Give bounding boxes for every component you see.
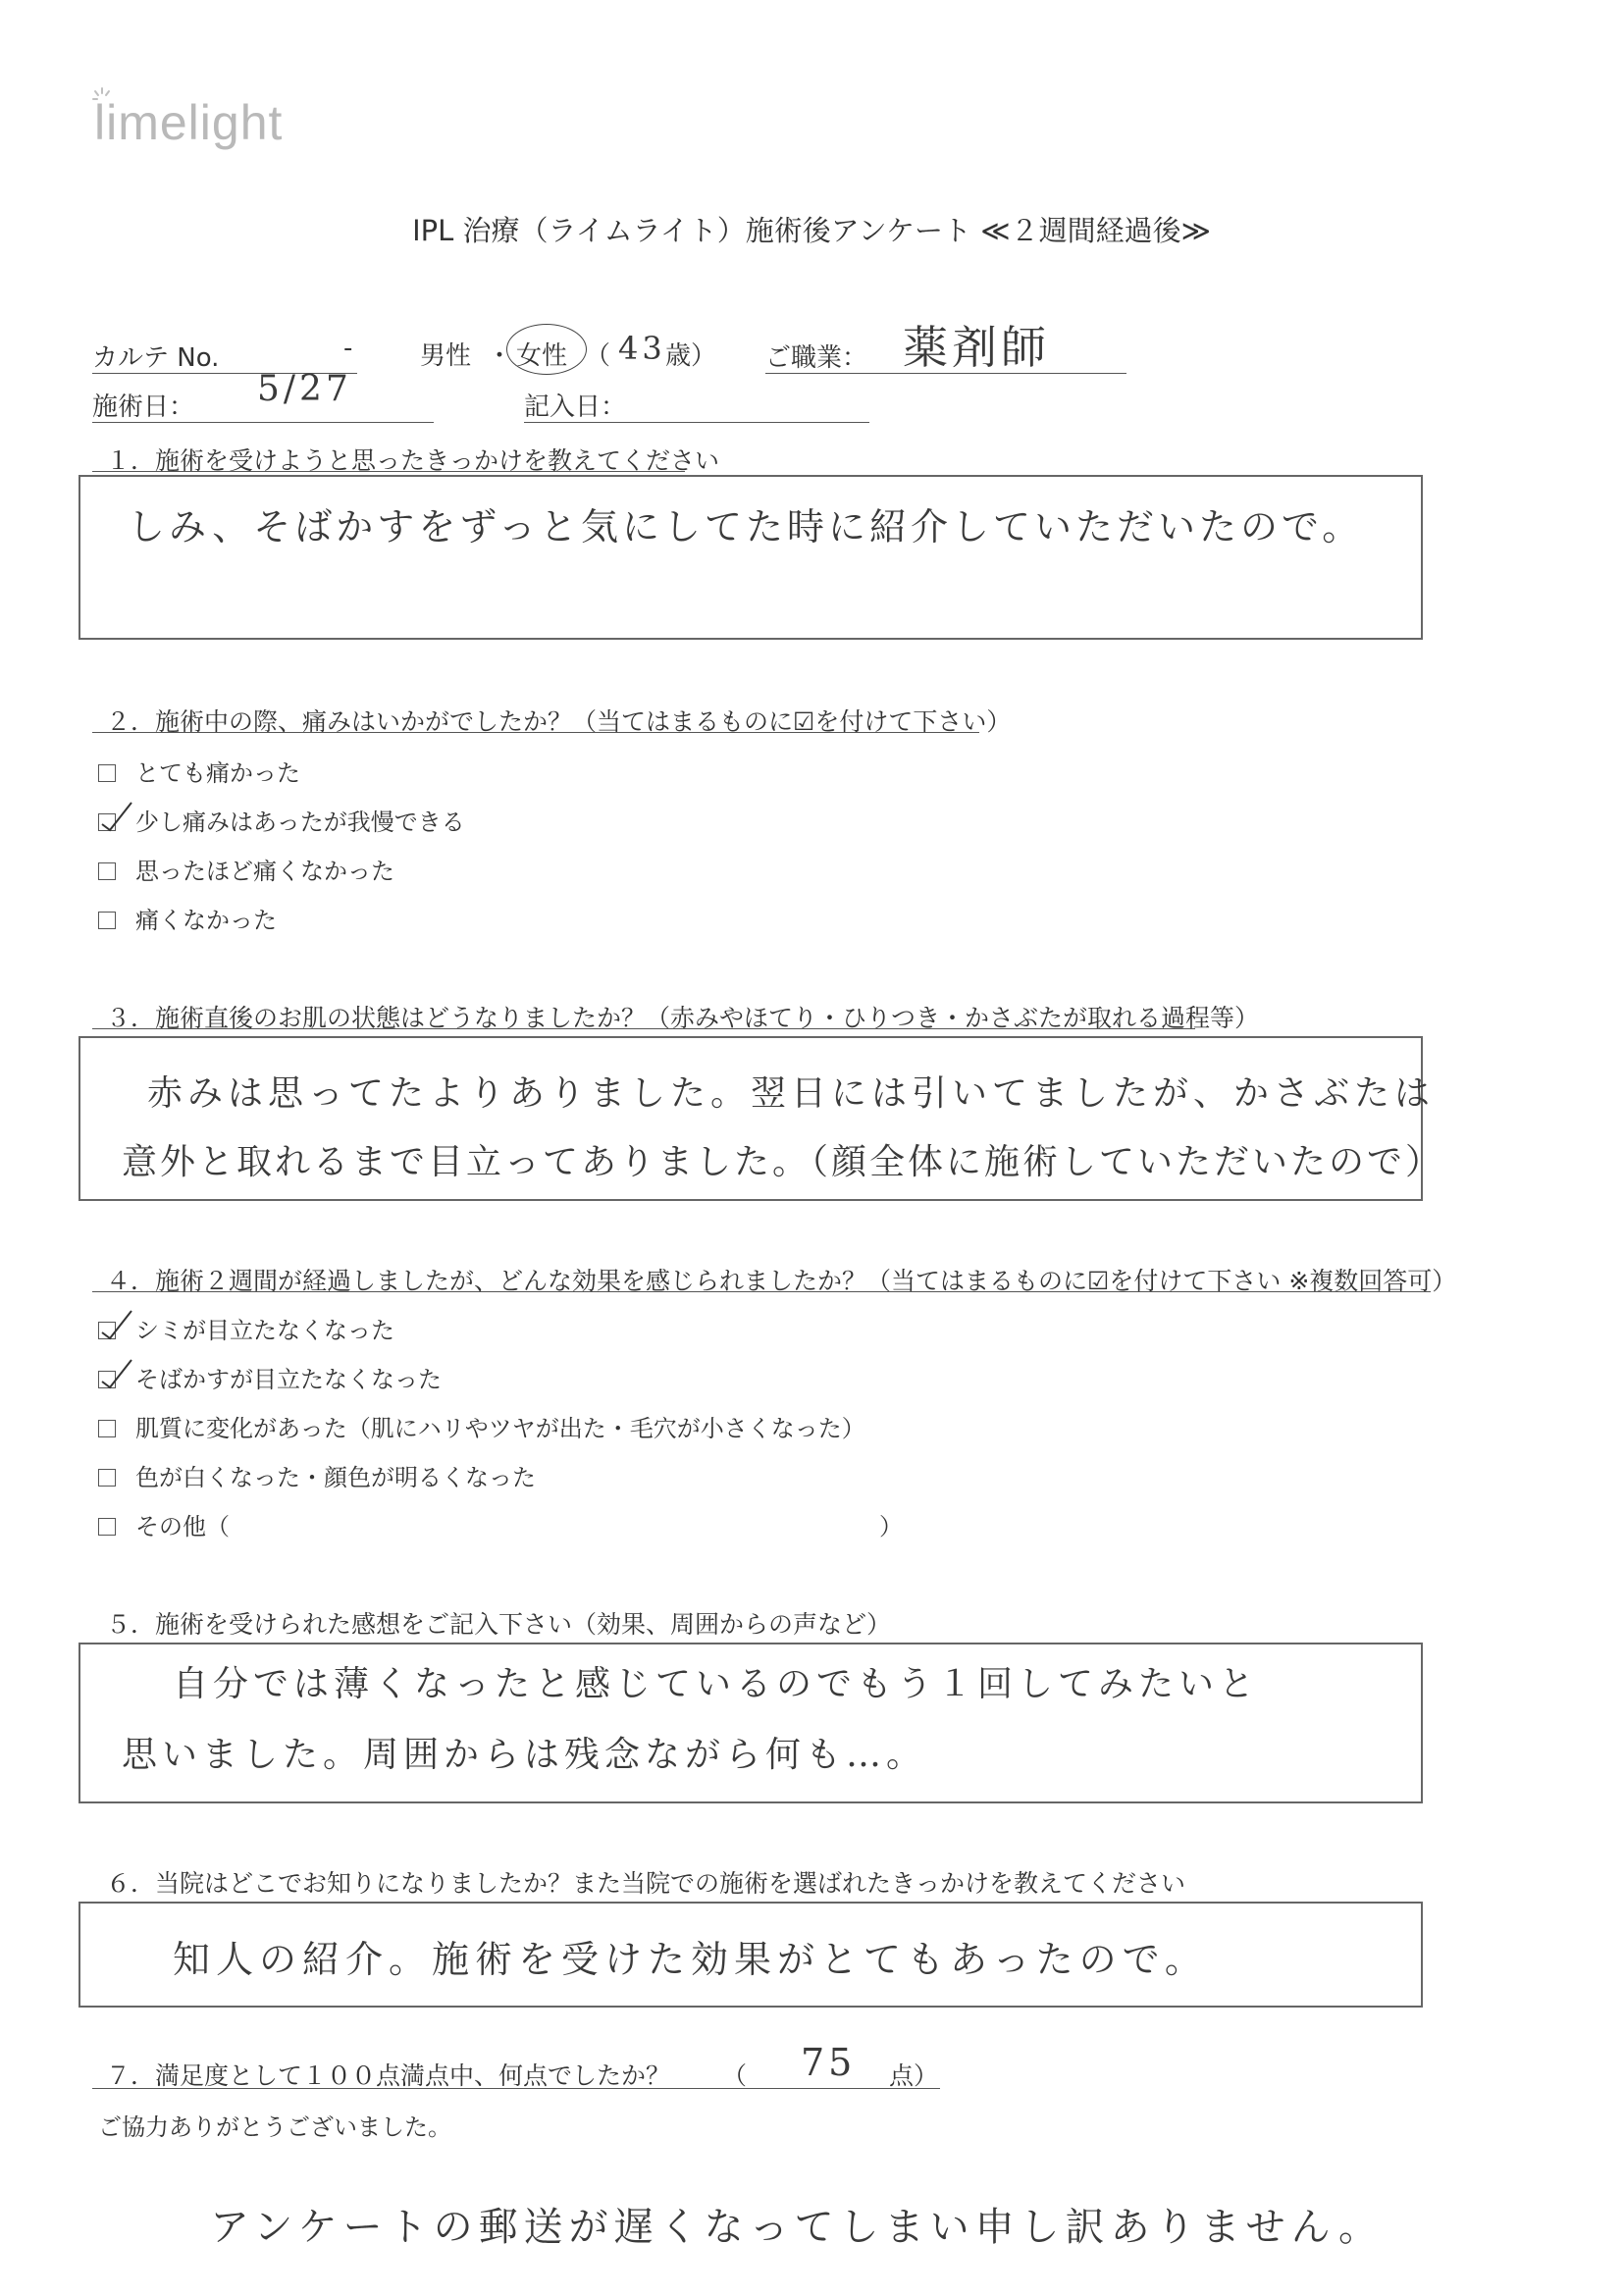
entry-date-label: 記入日： <box>524 392 627 422</box>
q4-option-other[interactable] <box>98 1507 230 1541</box>
q4-option-text: 色が白くなった・顔色が明るくなった <box>135 1464 536 1491</box>
occupation-label: ご職業： <box>765 343 868 373</box>
q5-answer-line2: 思いました。周囲からは残念ながら何も…。 <box>122 1735 927 1775</box>
q5-answer-line1: 自分では薄くなったと感じているのでもう１回してみたいと <box>173 1664 1260 1704</box>
age-close: 歳） <box>665 341 717 371</box>
q2-option-text: とても痛かった <box>135 759 300 787</box>
checkbox-icon[interactable] <box>98 1518 116 1536</box>
karte-value: - <box>343 334 353 363</box>
q7-paren-open: （ <box>722 2061 748 2090</box>
entry-date-underline <box>524 422 869 423</box>
occupation-underline <box>765 373 1126 374</box>
q2-option-text: 少し痛みはあったが我慢できる <box>135 809 465 836</box>
footer-note: アンケートの郵送が遅くなってしまい申し訳ありません。 <box>210 2205 1384 2250</box>
gender-separator: ・ <box>487 341 513 371</box>
q4-underline <box>92 1291 1431 1292</box>
q5-label: ５．施術を受けられた感想をご記入下さい（効果、周囲からの声など） <box>106 1610 892 1639</box>
q2-option[interactable] <box>98 754 300 788</box>
q6-label: ６．当院はどこでお知りになりましたか？また当院での施術を選ばれたきっかけを教えてください <box>106 1869 1186 1898</box>
checkbox-icon[interactable] <box>98 1420 116 1437</box>
q4-option-text: その他（ <box>135 1513 230 1540</box>
age-value: 43 <box>618 330 666 367</box>
q3-answer-line1: 赤みは思ってたよりありました。翌日には引いてましたが、かさぶたは <box>147 1073 1436 1114</box>
q4-option-text: そばかすが目立たなくなった <box>135 1366 442 1393</box>
checkbox-icon[interactable] <box>98 1469 116 1487</box>
q1-label: １．施術を受けようと思ったきっかけを教えてください <box>106 446 720 475</box>
checkbox-checked-icon[interactable] <box>98 813 116 831</box>
checkbox-checked-icon[interactable] <box>98 1371 116 1388</box>
q4-other-close: ） <box>879 1513 903 1540</box>
check-mark-icon <box>100 801 133 834</box>
q2-option-text: 思ったほど痛くなかった <box>135 858 394 885</box>
q3-underline <box>92 1028 1195 1029</box>
q1-underline <box>92 471 685 472</box>
q2-option[interactable] <box>98 852 394 886</box>
limelight-logo: limelight <box>94 95 284 150</box>
check-mark-icon <box>100 1309 133 1342</box>
treatment-date-value: 5/27 <box>257 369 352 409</box>
q2-label: ２．施術中の際、痛みはいかがでしたか？（当てはまるものに☑を付けて下さい） <box>106 707 1012 736</box>
checkbox-icon[interactable] <box>98 862 116 880</box>
q7-score: 75 <box>801 2041 857 2084</box>
q4-option-text: 肌質に変化があった（肌にハリやツヤが出た・毛穴が小さくなった） <box>135 1415 865 1442</box>
karte-label: カルテ No. <box>92 343 220 373</box>
q4-option[interactable] <box>98 1409 865 1443</box>
q4-option[interactable] <box>98 1311 394 1345</box>
female-circle-mark <box>506 324 587 375</box>
checkbox-icon[interactable] <box>98 764 116 782</box>
q3-answer-line2: 意外と取れるまで目立ってありました。（顔全体に施術していただいたので） <box>122 1142 1444 1182</box>
q4-label: ４．施術２週間が経過しましたが、どんな効果を感じられましたか？（当てはまるものに☑を付けて下さい ※複数回答可） <box>106 1267 1457 1295</box>
check-mark-icon <box>100 1358 133 1391</box>
q4-option[interactable] <box>98 1458 536 1492</box>
q7-unit: 点） <box>889 2061 939 2090</box>
age-open: （ <box>585 341 611 371</box>
treatment-date-label: 施術日： <box>92 392 195 422</box>
q2-option-text: 痛くなかった <box>135 907 277 934</box>
page-title: IPL 治療（ライムライト）施術後アンケート ≪２週間経過後≫ <box>412 214 1211 247</box>
checkbox-checked-icon[interactable] <box>98 1322 116 1339</box>
q4-option[interactable] <box>98 1360 442 1394</box>
q1-answer: しみ、そばかすをずっと気にしてた時に紹介していただいたので。 <box>128 505 1364 548</box>
q2-option[interactable] <box>98 901 277 935</box>
occupation-value: 薬剤師 <box>903 321 1050 374</box>
checkbox-icon[interactable] <box>98 912 116 929</box>
gender-female: 女性 <box>516 341 568 371</box>
gender-male: 男性 <box>420 341 472 371</box>
q3-label: ３．施術直後のお肌の状態はどうなりましたか？（赤みやほてり・ひりつき・かさぶたが取れる過程等） <box>106 1004 1260 1032</box>
q2-underline <box>92 732 979 733</box>
thanks-message: ご協力ありがとうございました。 <box>98 2113 451 2141</box>
treatment-date-underline <box>92 422 434 423</box>
q2-option[interactable] <box>98 803 465 837</box>
q7-label: ７．満足度として１００点満点中、何点でしたか？ <box>106 2061 671 2090</box>
q4-option-text: シミが目立たなくなった <box>135 1317 394 1344</box>
q7-underline <box>92 2088 940 2089</box>
q6-answer: 知人の紹介。施術を受けた効果がとてもあったので。 <box>173 1938 1208 1981</box>
